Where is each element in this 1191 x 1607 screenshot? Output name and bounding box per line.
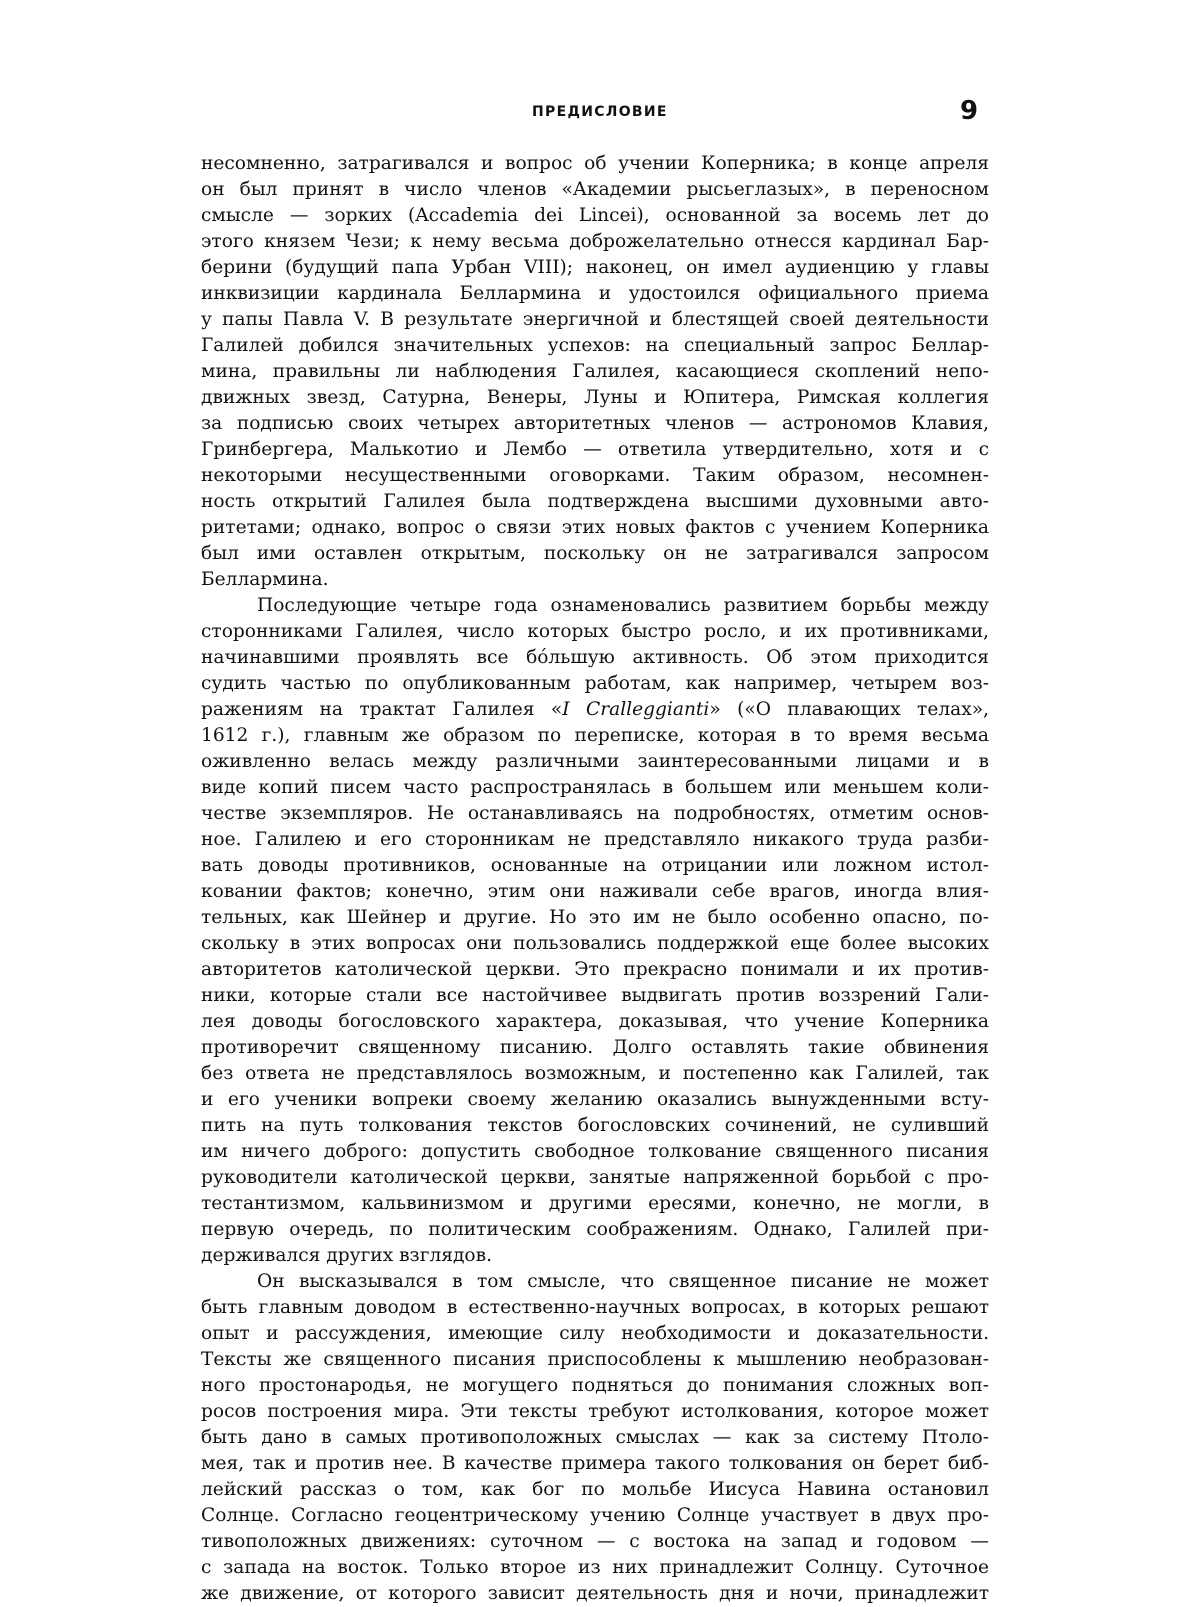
text-line: берини (будущий папа Урбан VIII); наконец, он имел аудиенцию у главы [201,257,989,278]
text-line: виде копий писем часто распространялась в большем или меньшем коли- [201,777,989,798]
text-line: был ими оставлен открытым, поскольку он не затрагивался запросом [201,543,989,564]
text-line: быть дано в самых противоположных смыслах — как за систему Птоло- [201,1427,989,1448]
text-line: руководители католической церкви, занятые напряженной борьбой с про- [201,1167,989,1188]
text-line: вать доводы противников, основанные на отрицании или ложном истол- [201,855,989,876]
text-line: Он высказывался в том смысле, что священное писание не может [257,1271,989,1292]
text-line: сторонниками Галилея, число которых быстро росло, и их противниками, [201,621,989,642]
text-line: оживленно велась между различными заинтересованными лицами и в [201,751,989,772]
text-line: честве экземпляров. Не останавливаясь на подробностях, отметим основ- [201,803,989,824]
text-line: скольку в этих вопросах они пользовались поддержкой еще более высоких [201,933,989,954]
text-line: смысле — зорких (Accademia dei Lincei), основанной за восемь лет до [201,205,989,226]
text-line: он был принят в число членов «Академии рысьеглазых», в переносном [201,179,989,200]
text-line: тивоположных движениях: суточном — с востока на запад и годовом — [201,1531,989,1552]
text-segment: » («О плавающих телах», [709,699,989,720]
text-line: тестантизмом, кальвинизмом и другими ересями, конечно, не могли, в [201,1193,989,1214]
text-line: пить на путь толкования текстов богословских сочинений, не суливший [201,1115,989,1136]
text-line: опыт и рассуждения, имеющие силу необходимости и доказательности. [201,1323,989,1344]
text-line: 1612 г.), главным же образом по переписке, которая в то время весьма [201,725,989,746]
text-line: Последующие четыре года ознаменовались развитием борьбы между [257,595,989,616]
text-line: Галилей добился значительных успехов: на специальный запрос Беллар- [201,335,989,356]
text-line: мея, так и против нее. В качестве примера такого толкования он берет биб- [201,1453,989,1474]
page-number: 9 [960,96,979,126]
text-line-with-italic-title [201,697,989,723]
text-line: ники, которые стали все настойчивее выдвигать против воззрений Гали- [201,985,989,1006]
text-line: авторитетов католической церкви. Это прекрасно понимали и их против- [201,959,989,980]
text-line: с запада на восток. Только второе из них принадлежит Солнцу. Суточное [201,1557,989,1578]
text-line: без ответа не представлялось возможным, и постепенно как Галилей, так [201,1063,989,1084]
text-line: же движение, от которого зависит деятельность дня и ночи, принадлежит [201,1583,989,1604]
text-line: этого князем Чези; к нему весьма доброжелательно отнесся кардинал Бар- [201,231,989,252]
running-title: ПРЕДИСЛОВИЕ [532,104,668,120]
text-line: судить частью по опубликованным работам, как например, четырем воз- [201,673,989,694]
text-line: росов построения мира. Эти тексты требуют истолкования, которое может [201,1401,989,1422]
text-line: ковании фактов; конечно, этим они наживали себе врагов, иногда влия- [201,881,989,902]
text-line: Беллармина. [201,569,329,590]
text-line: у папы Павла V. В результате энергичной и блестящей своей деятельности [201,309,989,330]
text-line: начинавшими проявлять все бóльшую активность. Об этом приходится [201,647,989,668]
body-text [201,151,989,1607]
text-line: за подписью своих четырех авторитетных членов — астрономов Клавия, [201,413,989,434]
text-line: быть главным доводом в естественно-научных вопросах, в которых решают [201,1297,989,1318]
text-line: Тексты же священного писания приспособлены к мышлению необразован- [201,1349,989,1370]
text-line: лея доводы богословского характера, доказывая, что учение Коперника [201,1011,989,1032]
text-segment: ражениям на трактат Галилея « [201,699,563,720]
text-line: ность открытий Галилея была подтверждена высшими духовными авто- [201,491,989,512]
text-line: держивался других взглядов. [201,1245,493,1266]
text-line: ное. Галилею и его сторонникам не представляло никакого труда разби- [201,829,989,850]
text-line: мина, правильны ли наблюдения Галилея, касающиеся скоплений непо- [201,361,989,382]
text-line: первую очередь, по политическим соображениям. Однако, Галилей при- [201,1219,989,1240]
text-line: лейский рассказ о том, как бог по мольбе Иисуса Навина остановил [201,1479,989,1500]
text-line: противоречит священному писанию. Долго оставлять такие обвинения [201,1037,989,1058]
text-line: ритетами; однако, вопрос о связи этих новых фактов с учением Коперника [201,517,989,538]
text-line: им ничего доброго: допустить свободное толкование священного писания [201,1141,989,1162]
text-line: и его ученики вопреки своему желанию оказались вынужденными всту- [201,1089,989,1110]
text-line: тельных, как Шейнер и другие. Но это им не было особенно опасно, по- [201,907,989,928]
text-line: движных звезд, Сатурна, Венеры, Луны и Юпитера, Римская коллегия [201,387,989,408]
text-line: несомненно, затрагивался и вопрос об учении Коперника; в конце апреля [201,153,989,174]
italic-book-title: I Cralleggianti [562,699,710,720]
text-line: некоторыми несущественными оговорками. Таким образом, несомнен- [201,465,989,486]
text-line: инквизиции кардинала Беллармина и удостоился официального приема [201,283,989,304]
text-line: Гринбергера, Малькотио и Лембо — ответила утвердительно, хотя и с [201,439,989,460]
text-line: Солнце. Согласно геоцентрическому учению Солнце участвует в двух про- [201,1505,989,1526]
text-line: ного простонародья, не могущего подняться до понимания сложных воп- [201,1375,989,1396]
